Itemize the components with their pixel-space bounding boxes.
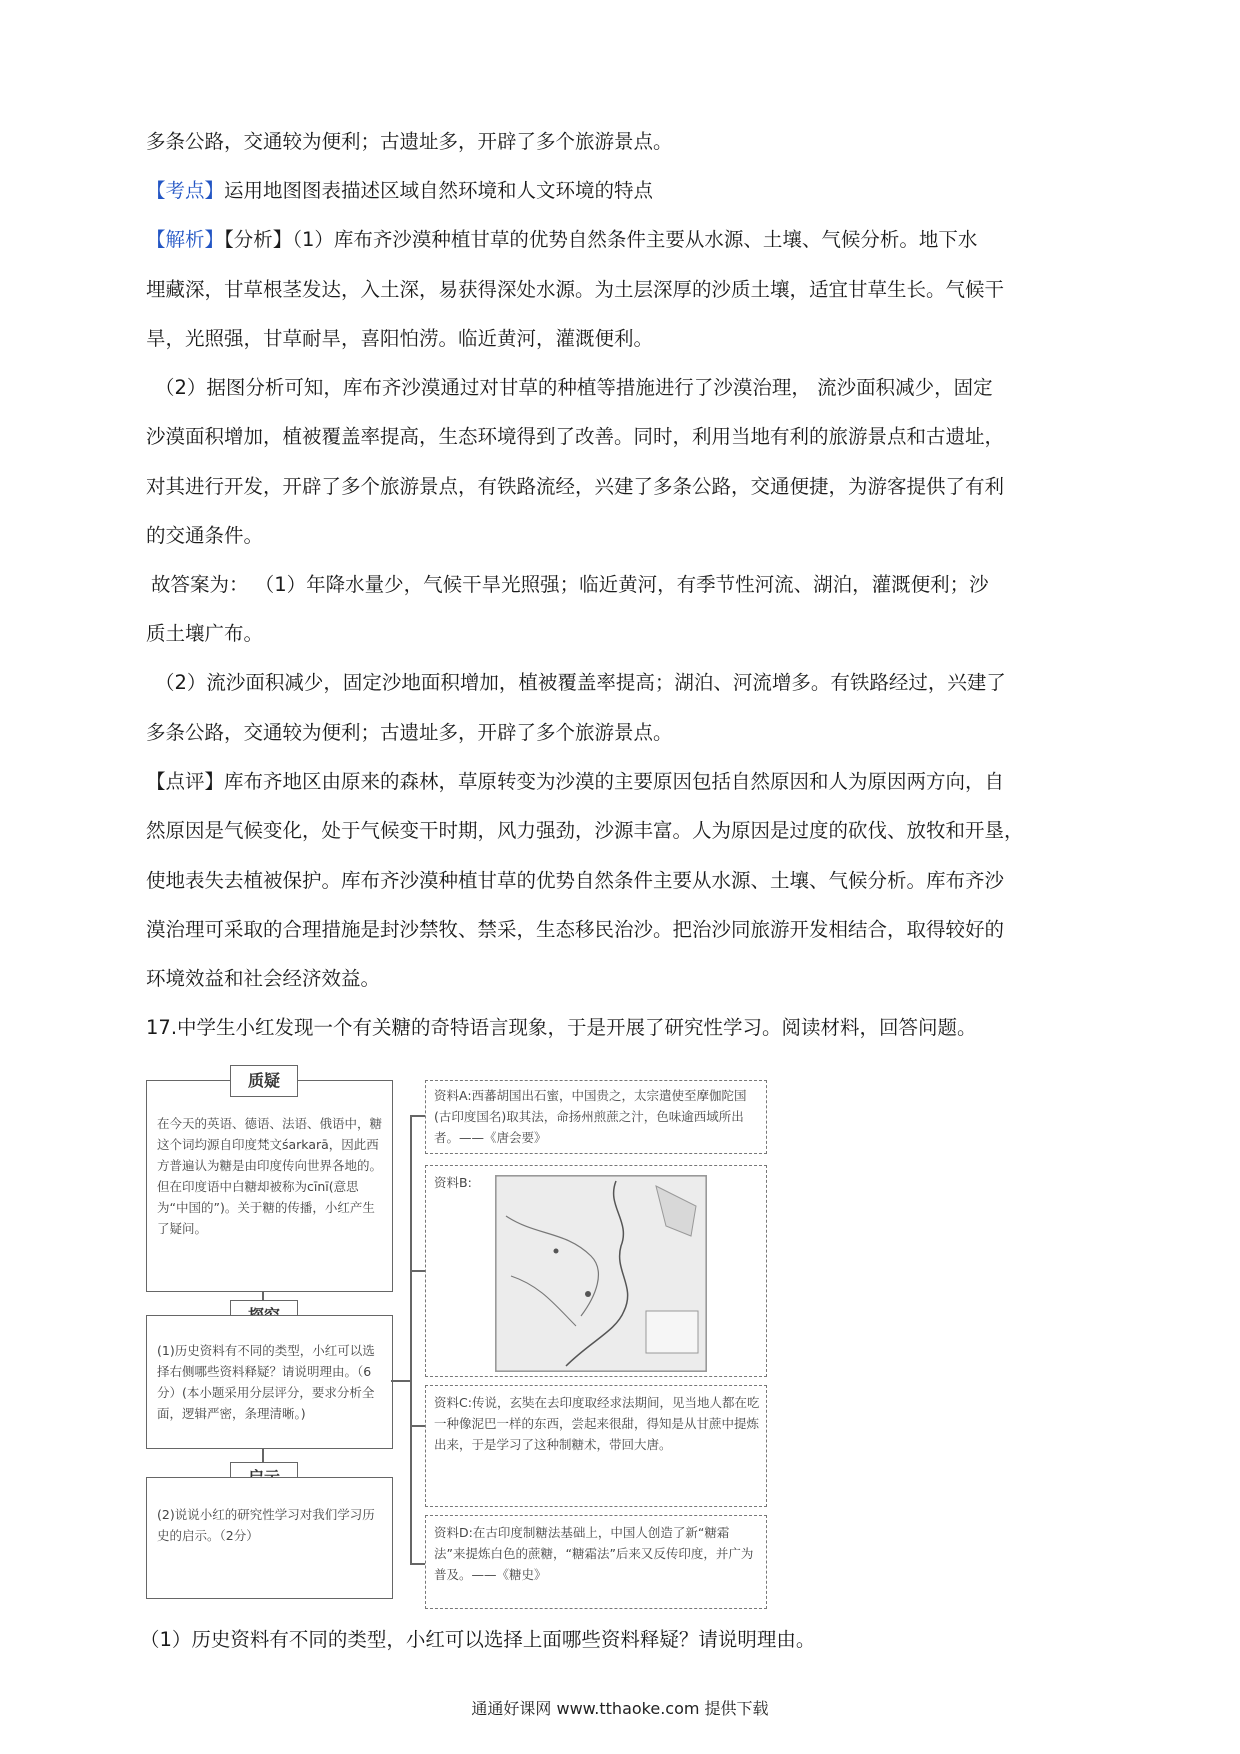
qishi-box — [146, 1477, 393, 1599]
question-17-1: （1）历史资料有不同的类型，小红可以选择上面哪些资料释疑？请说明理由。 — [140, 1628, 816, 1651]
text-line-17: 漠治理可采取的合理措施是封沙禁牧、禁采，生态移民治沙。把治沙同旅游开发相结合，取得较好的 — [146, 918, 1005, 941]
text-line-9: 的交通条件。 — [146, 524, 264, 547]
text-line-16: 使地表失去植被保护。库布齐沙漠种植甘草的优势自然条件主要从水源、土壤、气候分析。库布齐沙 — [146, 869, 1005, 892]
answer-line-1: 故答案为： （1）年降水量少，气候干旱光照强；临近黄河，有季节性河流、湖泊，灌溉便利；沙 — [151, 573, 989, 596]
qishi-text: (2)说说小红的研究性学习对我们学习历史的启示。（2分） — [157, 1507, 375, 1543]
zhiyi-label: 质疑 — [230, 1065, 298, 1097]
text-line-5: 旱，光照强，甘草耐旱，喜阳怕涝。临近黄河，灌溉便利。 — [146, 327, 654, 350]
question-17: 17.中学生小红发现一个有关糖的奇特语言现象，于是开展了研究性学习。阅读材料，回答问题。 — [146, 1016, 977, 1039]
dianping-line — [146, 772, 1106, 792]
zhiyi-text: 在今天的英语、德语、法语、俄语中，糖这个词均源自印度梵文śarkarā，因此西方普遍认为糖是由印度传向世界各地的。但在印度语中白糖却被称为cīnī(意思为“中国的”)。关于糖的传播，小红产生了疑问。 — [157, 1116, 383, 1236]
answer-line-3: （2）流沙面积减少，固定沙地面积增加，植被覆盖率提高；湖泊、河流增多。有铁路经过，兴建了 — [155, 671, 1006, 694]
kaodian-line — [146, 181, 1106, 201]
ziliao-d-text: 资料D:在古印度制糖法基础上，中国人创造了新“糖霜法”来提炼白色的蔗糖，“糖霜法”后来又反传印度，并广为普及。——《糖史》 — [434, 1525, 754, 1582]
kaodian-tag: 【考点】 — [146, 179, 225, 202]
connector — [410, 1563, 426, 1565]
tanjiu-box — [146, 1315, 393, 1449]
text-line-1: 多条公路，交通较为便利；古遗址多，开辟了多个旅游景点。 — [146, 130, 673, 153]
connector — [410, 1425, 426, 1427]
tang-map — [495, 1175, 707, 1372]
jiexi-text: 【分析】（1）库布齐沙漠种植甘草的优势自然条件主要从水源、土壤、气候分析。地下水 — [224, 228, 978, 251]
text-line-6: （2）据图分析可知，库布齐沙漠通过对甘草的种植等措施进行了沙漠治理， 流沙面积减少，固定 — [155, 376, 993, 399]
answer-line-4: 多条公路，交通较为便利；古遗址多，开辟了多个旅游景点。 — [146, 721, 673, 744]
answer-line-2: 质土壤广布。 — [146, 622, 264, 645]
tanjiu-text: (1)历史资料有不同的类型，小红可以选择右侧哪些资料释疑？请说明理由。（6分）(本小题采用分层评分，要求分析全面，逻辑严密，条理清晰。) — [157, 1343, 375, 1421]
dianping-tag: 【点评】 — [146, 770, 225, 793]
ziliao-c-box — [425, 1385, 767, 1507]
page-footer: 通通好课网 www.tthaoke.com 提供下载 — [471, 1699, 769, 1718]
kaodian-text: 运用地图图表描述区域自然环境和人文环境的特点 — [224, 179, 654, 202]
ziliao-c-text: 资料C:传说，玄奘在去印度取经求法期间，见当地人都在吃一种像泥巴一样的东西，尝起来很甜，得知是从甘蔗中提炼出来，于是学习了这种制糖术，带回大唐。 — [434, 1395, 760, 1452]
text-line-7: 沙漠面积增加，植被覆盖率提高，生态环境得到了改善。同时，利用当地有利的旅游景点和古遗址， — [146, 425, 1005, 448]
connector — [410, 1115, 426, 1117]
zhiyi-box — [146, 1080, 393, 1292]
dianping-text: 库布齐地区由原来的森林，草原转变为沙漠的主要原因包括自然原因和人为原因两方向，自 — [224, 770, 1005, 793]
connector — [410, 1270, 426, 1272]
ziliao-a-box — [425, 1080, 767, 1154]
ziliao-d-box — [425, 1515, 767, 1609]
jiexi-line — [146, 230, 1106, 250]
text-line-15: 然原因是气候变化，处于气候变干时期，风力强劲，沙源丰富。人为原因是过度的砍伐、放牧和开垦， — [146, 819, 1024, 842]
connector — [391, 1380, 411, 1382]
connector — [410, 1115, 412, 1565]
text-line-4: 埋藏深，甘草根茎发达，入土深，易获得深处水源。为土层深厚的沙质土壤，适宜甘草生长。气候干 — [146, 278, 1005, 301]
text-line-8: 对其进行开发，开辟了多个旅游景点，有铁路流经，兴建了多条公路，交通便捷，为游客提供了有利 — [146, 475, 1005, 498]
jiexi-tag: 【解析】 — [146, 228, 225, 251]
ziliao-a-text: 资料A:西蕃胡国出石蜜，中国贵之，太宗遣使至摩伽陀国(古印度国名)取其法，命扬州煎蔗之汁，色味逾西域所出者。——《唐会要》 — [434, 1088, 747, 1145]
ziliao-b-label: 资料B: — [434, 1175, 472, 1190]
text-line-18: 环境效益和社会经济效益。 — [146, 967, 381, 990]
